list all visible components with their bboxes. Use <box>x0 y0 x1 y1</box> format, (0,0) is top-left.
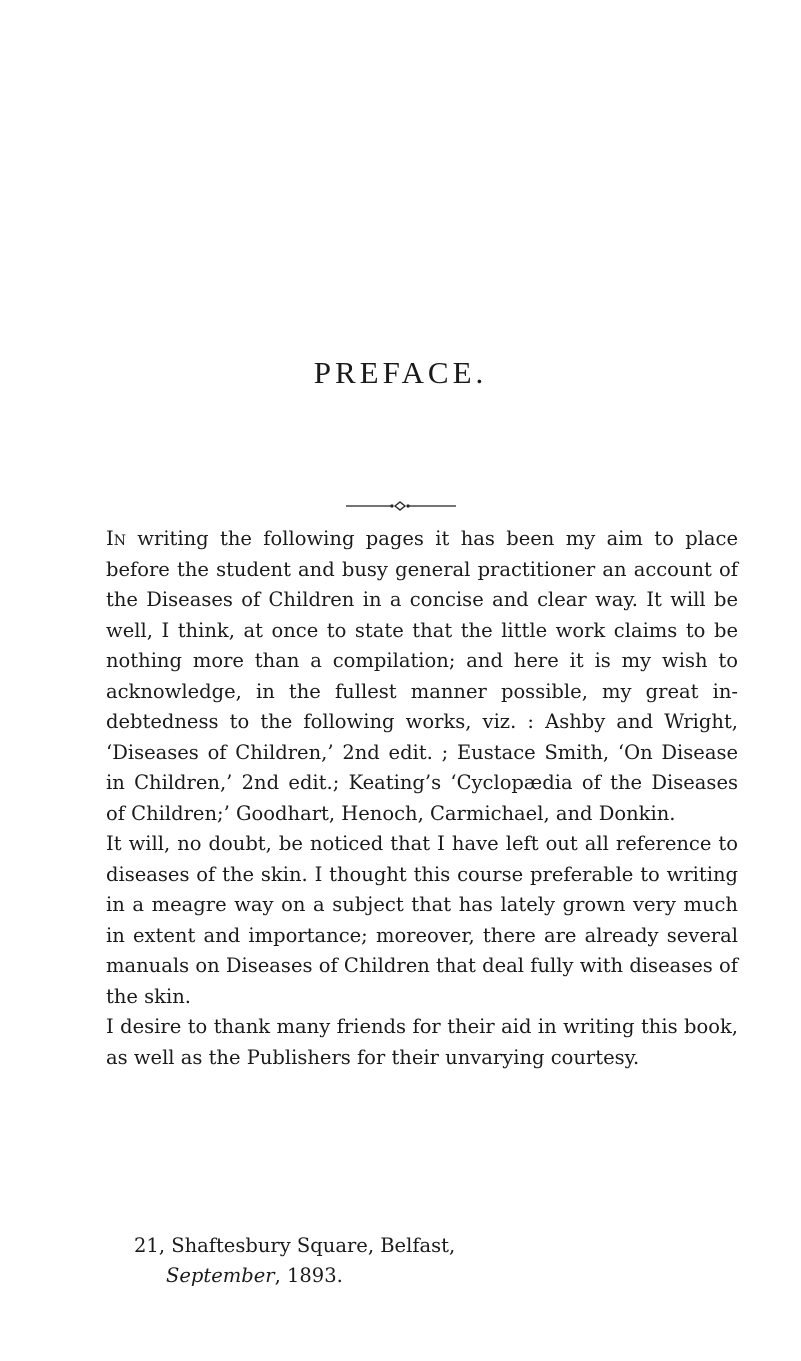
preface-body <box>106 524 738 1073</box>
paragraph-2: It will, no doubt, be noticed that I have left out all reference to diseases of the skin. I thought this course preferable to writing in a meagre way on a subject that has lately grown very much in extent and importance; moreover, there are already several manuals on Diseases of Children that deal fully with diseases of the skin. <box>106 832 738 1008</box>
paragraph-1 <box>106 524 738 829</box>
paragraph-1-text: writing the following pages it has been my aim to place before the student and busy general practitioner an account of the Diseases of Children in a concise and clear way. It will be well, I think, at once to state that the little work claims to be nothing more than a compilation; and here it is my wish to acknowledge, in the fullest manner possible, my great in-debtedness to the following works, viz. : Ashby and Wright, ‘Diseases of Children,’ 2nd edit. ; Eustace Smith, ‘On Disease in Children,’ 2nd edit.; Keating’s ‘Cyclopædia of the Diseases of Children;’ Goodhart, Henoch, Carmichael, and Donkin. <box>106 527 738 825</box>
page-title: PREFACE. <box>313 355 488 390</box>
paragraph-lead-word: In <box>106 527 126 550</box>
signature-address: 21, Shaftesbury Square, Belfast, <box>134 1234 456 1257</box>
signature-date <box>134 1261 455 1291</box>
line-diamond-ornament <box>346 500 456 512</box>
signature-month: September <box>166 1264 275 1287</box>
signature-block <box>134 1231 455 1291</box>
paragraph-3: I desire to thank many friends for their aid in writing this book, as well as the Publishers for their unvarying courtesy. <box>106 1015 738 1069</box>
signature-year: , 1893. <box>274 1264 343 1287</box>
